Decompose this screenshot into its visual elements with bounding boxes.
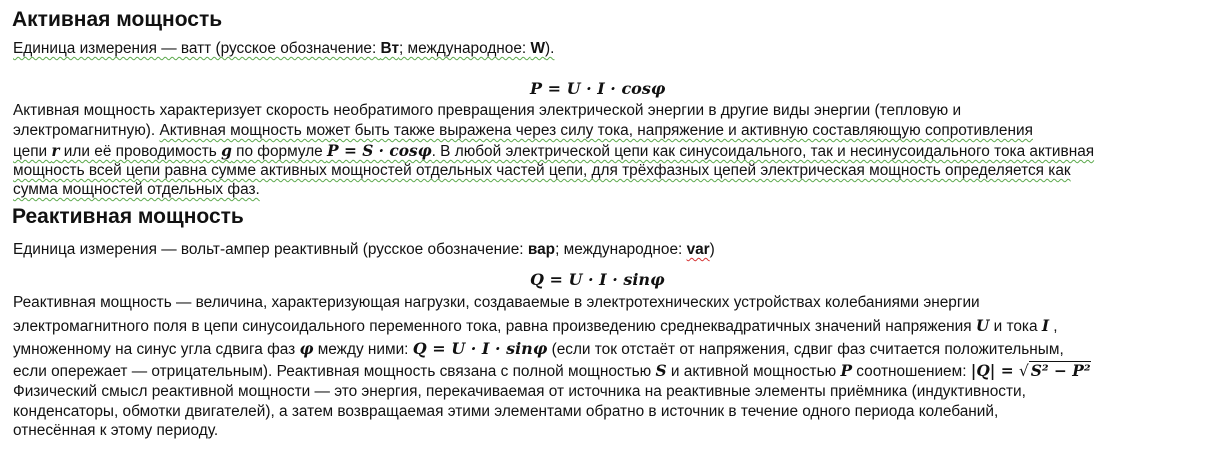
reactive-p3-text-3: (если ток отстаёт от напряжения, сдвиг фаз считается положительным, bbox=[547, 341, 1064, 358]
active-unit-suffix: ). bbox=[545, 40, 555, 57]
reactive-unit-line bbox=[13, 241, 715, 259]
active-paragraph-line-1: Активная мощность характеризует скорость необратимого превращения электрической энергии в другие виды энергии (тепловую и bbox=[13, 102, 962, 119]
sqrt-expression bbox=[1019, 362, 1091, 380]
reactive-p2-text-1: электромагнитного поля в цепи синусоидального переменного тока, равна произведению среднеквадратичных значений напряжения bbox=[13, 318, 976, 335]
reactive-p4-text-3: соотношением: bbox=[852, 363, 971, 380]
reactive-p4-text-1: если опережает — отрицательным). Реактивная мощность связана с полной мощностью bbox=[13, 363, 656, 380]
active-ru-unit: Вт bbox=[380, 40, 399, 57]
reactive-paragraph-line-5: Физический смысл реактивной мощности — это энергия, перекачиваемая от источника на реактивные элементы приёмника (индуктивности, bbox=[13, 383, 1026, 400]
sqrt-sign: √ bbox=[1018, 362, 1029, 380]
symbol-g: g bbox=[221, 142, 232, 160]
reactive-p2-text-2: и тока bbox=[989, 318, 1042, 335]
reactive-paragraph-line-4 bbox=[13, 362, 1091, 381]
reactive-unit-middle: ; международное: bbox=[555, 241, 687, 258]
active-paragraph-line-5: сумма мощностей отдельных фаз. bbox=[13, 181, 260, 198]
active-p2-start: электромагнитную). bbox=[13, 122, 160, 139]
inline-formula-p-s-cos: P = S · cosφ bbox=[327, 142, 432, 160]
reactive-p4-text-2: и активной мощностью bbox=[666, 363, 841, 380]
active-power-heading: Активная мощность bbox=[12, 8, 223, 31]
active-intl-unit: W bbox=[530, 40, 545, 57]
reactive-power-heading: Реактивная мощность bbox=[12, 205, 244, 228]
active-p3-text-1: цепи bbox=[13, 143, 52, 160]
reactive-ru-unit: вар bbox=[527, 241, 556, 258]
active-unit-prefix: Единица измерения — ватт (русское обозначение: bbox=[13, 40, 381, 57]
active-paragraph-line-3 bbox=[13, 142, 1094, 161]
active-p3-text-4: . В любой электрической цепи как синусоидального, так и несинусоидального тока активная bbox=[431, 143, 1095, 160]
reactive-p3-text-2: между ними: bbox=[313, 341, 413, 358]
reactive-paragraph-line-7: отнесённая к этому периоду. bbox=[13, 422, 219, 439]
inline-formula-q: Q = U · I · sinφ bbox=[412, 339, 548, 358]
reactive-p2-text-3: , bbox=[1049, 318, 1058, 335]
reactive-unit-prefix: Единица измерения — вольт-ампер реактивный (русское обозначение: bbox=[13, 241, 528, 258]
abs-q-expression: |Q| = bbox=[970, 362, 1019, 380]
sqrt-radicand: S² − P² bbox=[1030, 362, 1091, 380]
symbol-phi: φ bbox=[299, 340, 314, 358]
symbol-s: S bbox=[655, 362, 667, 380]
reactive-paragraph-line-1: Реактивная мощность — величина, характеризующая нагрузки, создаваемые в электротехнических устройствах колебаниями энергии bbox=[13, 294, 980, 311]
active-unit-middle: ; международное: bbox=[398, 40, 531, 57]
reactive-power-formula: Q = U · I · sinφ bbox=[530, 270, 665, 289]
active-unit-line bbox=[13, 40, 554, 58]
active-paragraph-line-4: мощность всей цепи равна сумме активных мощностей отдельных частей цепи, для трёхфазных цепей электрическая мощность определяется как bbox=[13, 162, 1071, 179]
reactive-paragraph-line-2 bbox=[13, 317, 1058, 336]
reactive-unit-suffix: ) bbox=[709, 241, 715, 258]
symbol-p: P bbox=[840, 362, 853, 380]
symbol-i: I bbox=[1041, 317, 1050, 335]
symbol-r: r bbox=[51, 142, 60, 160]
reactive-paragraph-line-6: конденсаторы, обмотки двигателей), а затем возвращаемая этими элементами обратно в источник в течение одного периода колебаний, bbox=[13, 403, 999, 420]
reactive-intl-unit: var bbox=[686, 241, 710, 258]
active-p3-text-2: или её проводимость bbox=[59, 143, 222, 160]
active-paragraph-line-2 bbox=[13, 122, 1033, 140]
symbol-u: U bbox=[975, 317, 990, 335]
active-p3-text-3: по формуле bbox=[231, 143, 328, 160]
reactive-p3-text-1: умноженному на синус угла сдвига фаз bbox=[13, 341, 300, 358]
active-power-formula: P = U · I · cosφ bbox=[530, 79, 666, 98]
active-p2-sentence: Активная мощность может быть также выражена через силу тока, напряжение и активную составляющую сопротивления bbox=[159, 122, 1033, 139]
reactive-paragraph-line-3 bbox=[13, 340, 1064, 359]
